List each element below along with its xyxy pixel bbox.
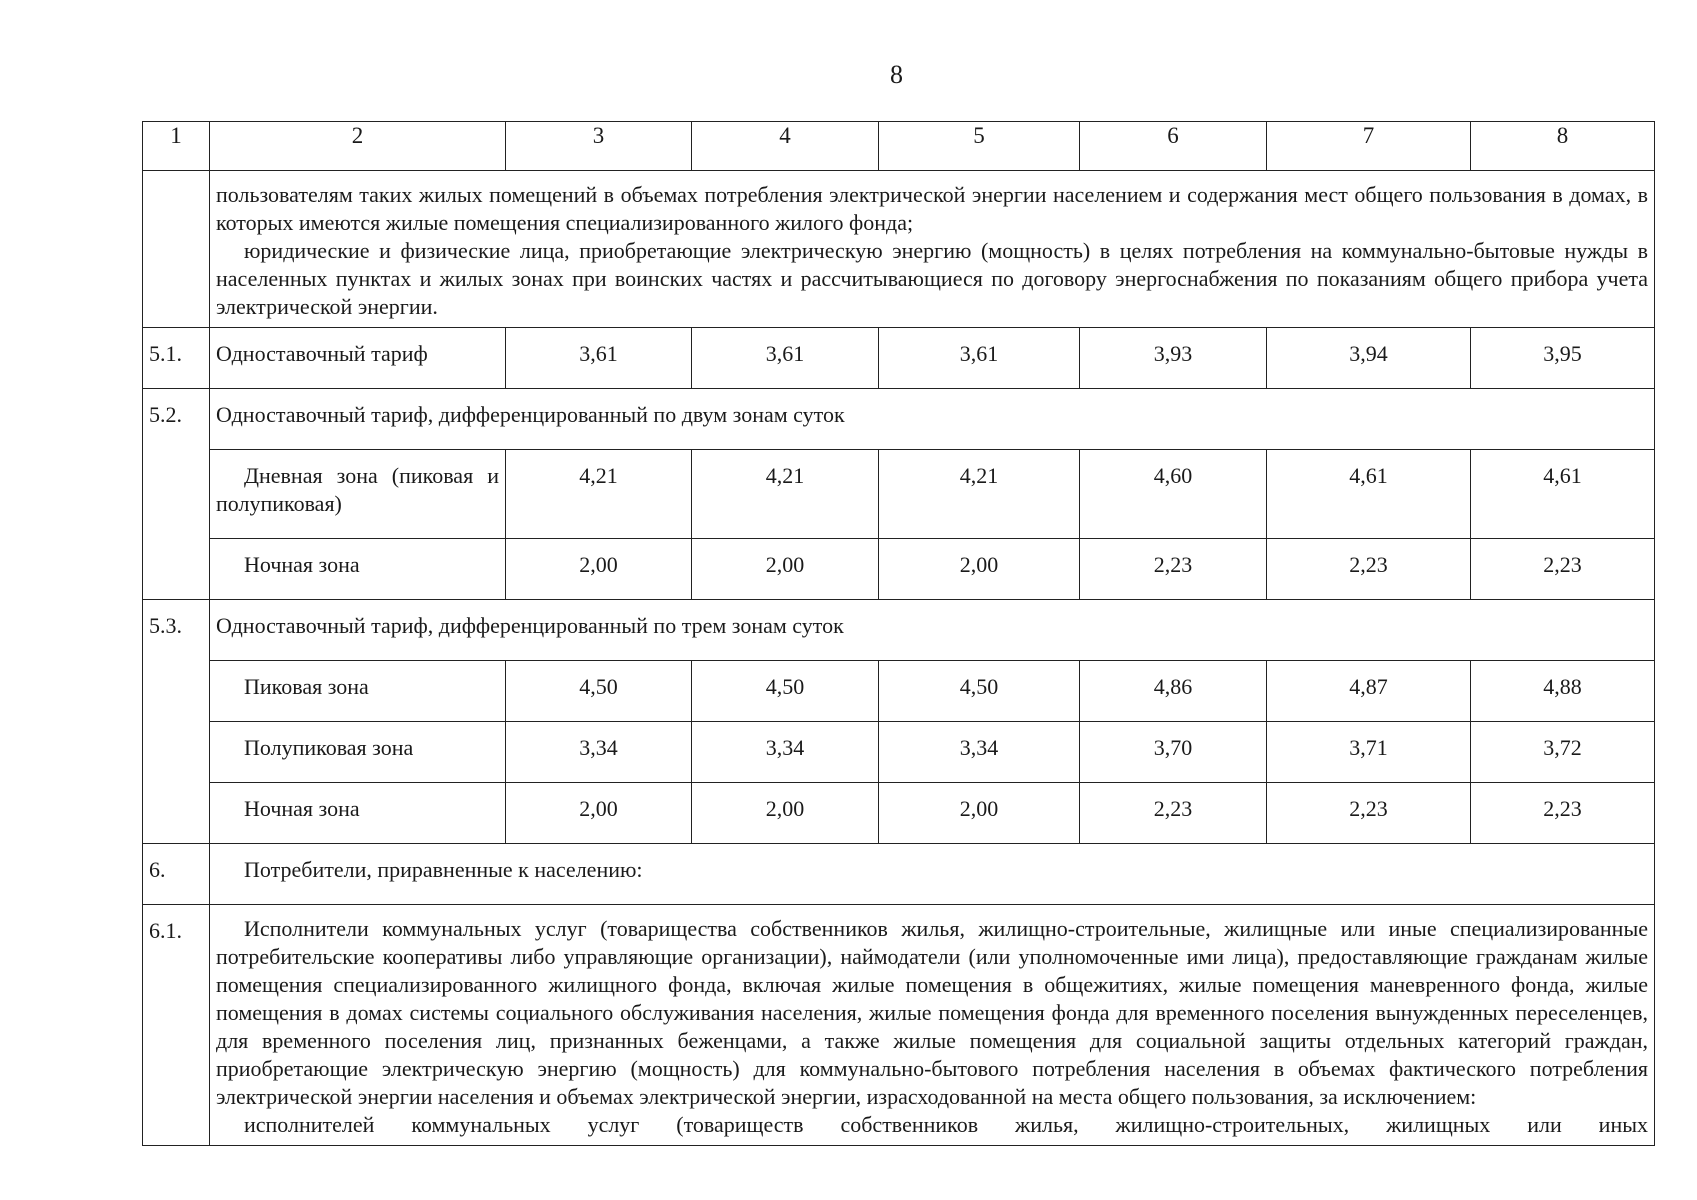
row-number: 5.1. [143,328,210,389]
row-6-1-paragraph-2: исполнителей коммунальных услуг (товариществ собственников жилья, жилищно-строительных, жилищных или иных [244,1112,1648,1137]
tariff-value: 4,61 [1471,450,1655,539]
tariff-value: 3,70 [1080,722,1267,783]
row-number: 6.1. [143,905,210,1146]
row-label: Пиковая зона [210,661,506,722]
intro-paragraph-2: юридические и физические лица, приобретающие электрическую энергию (мощность) в целях потребления на коммунально-бытовые нужды в населенных пунктах и жилых зонах при воинских частях и рассчитывающиеся по договору энергоснабжения по показаниям общего прибора учета электрической энергии. [216,238,1648,319]
tariff-value: 3,34 [692,722,879,783]
section-title: Потребители, приравненные к населению: [210,844,1655,905]
row-6-1-text-cell [210,905,1655,1146]
row-5-2-title [143,389,1655,450]
tariff-value: 3,34 [506,722,692,783]
row-5-3-title [143,600,1655,661]
row-5-3-night [143,783,1655,844]
row-6-1 [143,905,1655,1146]
tariff-value: 2,00 [879,539,1080,600]
header-cell: 5 [879,122,1080,171]
header-cell: 2 [210,122,506,171]
header-cell: 7 [1267,122,1471,171]
tariff-value: 2,00 [506,783,692,844]
tariff-value: 2,00 [692,539,879,600]
tariff-value: 2,23 [1080,539,1267,600]
tariff-value: 2,23 [1267,783,1471,844]
tariff-value: 4,60 [1080,450,1267,539]
tariff-value: 2,00 [692,783,879,844]
intro-paragraph-1: пользователям таких жилых помещений в объемах потребления электрической энергии населением и содержания мест общего пользования в домах, в которых имеются жилые помещения специализированного жилого фонда; [216,182,1648,235]
header-row [143,122,1655,171]
row-number: 6. [143,844,210,905]
row-label: Дневная зона (пиковая и полупиковая) [210,450,506,539]
tariff-value: 4,21 [879,450,1080,539]
page-number: 8 [890,60,903,89]
intro-num-cell [143,171,210,328]
row-number: 5.2. [143,389,210,600]
section-title: Одноставочный тариф, дифференцированный по двум зонам суток [210,389,1655,450]
header-cell: 6 [1080,122,1267,171]
tariff-value: 4,50 [879,661,1080,722]
tariff-value: 4,50 [692,661,879,722]
tariff-value: 4,61 [1267,450,1471,539]
header-cell: 8 [1471,122,1655,171]
tariff-value: 3,61 [506,328,692,389]
tariff-value: 4,21 [506,450,692,539]
header-cell: 3 [506,122,692,171]
row-5-2-day [143,450,1655,539]
tariff-value: 4,86 [1080,661,1267,722]
row-5-1 [143,328,1655,389]
tariff-value: 4,87 [1267,661,1471,722]
tariff-value: 3,72 [1471,722,1655,783]
tariff-value: 2,00 [506,539,692,600]
tariff-value: 3,93 [1080,328,1267,389]
row-5-2-night [143,539,1655,600]
row-6-1-text [216,915,1648,1139]
tariff-value: 3,61 [692,328,879,389]
header-cell: 1 [143,122,210,171]
row-number: 5.3. [143,600,210,844]
tariff-value: 3,95 [1471,328,1655,389]
header-cell: 4 [692,122,879,171]
row-5-3-peak [143,661,1655,722]
tariff-value: 3,71 [1267,722,1471,783]
row-label: Одноставочный тариф [210,328,506,389]
tariff-value: 2,23 [1080,783,1267,844]
tariff-value: 3,34 [879,722,1080,783]
tariff-value: 2,23 [1471,783,1655,844]
tariff-value: 3,94 [1267,328,1471,389]
intro-row [143,171,1655,328]
row-label: Полупиковая зона [210,722,506,783]
row-6-1-paragraph-1: Исполнители коммунальных услуг (товарищества собственников жилья, жилищно-строительные, жилищные или иные специализированные потребительские кооперативы либо управляющие организации), наймодатели (или уполномоченные ими лица), предоставляющие гражданам жилые помещения специализированного жилищного фонда, включая жилые помещения в общежитиях, жилые помещения маневренного фонда, жилые помещения в домах системы социального обслуживания населения, жилые помещения фонда для временного поселения вынужденных переселенцев, для временного поселения лиц, признанных беженцами, а также жилые помещения для социальной защиты отдельных категорий граждан, приобретающие электрическую энергию (мощность) для коммунально-бытового потребления населения в объемах фактического потребления электрической энергии населения и объемах электрической энергии, израсходованной на места общего пользования, за исключением: [216,916,1648,1109]
row-label: Ночная зона [210,783,506,844]
tariff-table [142,121,1655,1146]
tariff-value: 4,50 [506,661,692,722]
row-5-3-half-peak [143,722,1655,783]
tariff-value: 4,88 [1471,661,1655,722]
section-title: Одноставочный тариф, дифференцированный по трем зонам суток [210,600,1655,661]
tariff-value: 4,21 [692,450,879,539]
tariff-value: 2,23 [1267,539,1471,600]
row-6 [143,844,1655,905]
row-label: Ночная зона [210,539,506,600]
tariff-value: 2,23 [1471,539,1655,600]
tariff-value: 3,61 [879,328,1080,389]
intro-text-cell [210,171,1655,328]
tariff-value: 2,00 [879,783,1080,844]
